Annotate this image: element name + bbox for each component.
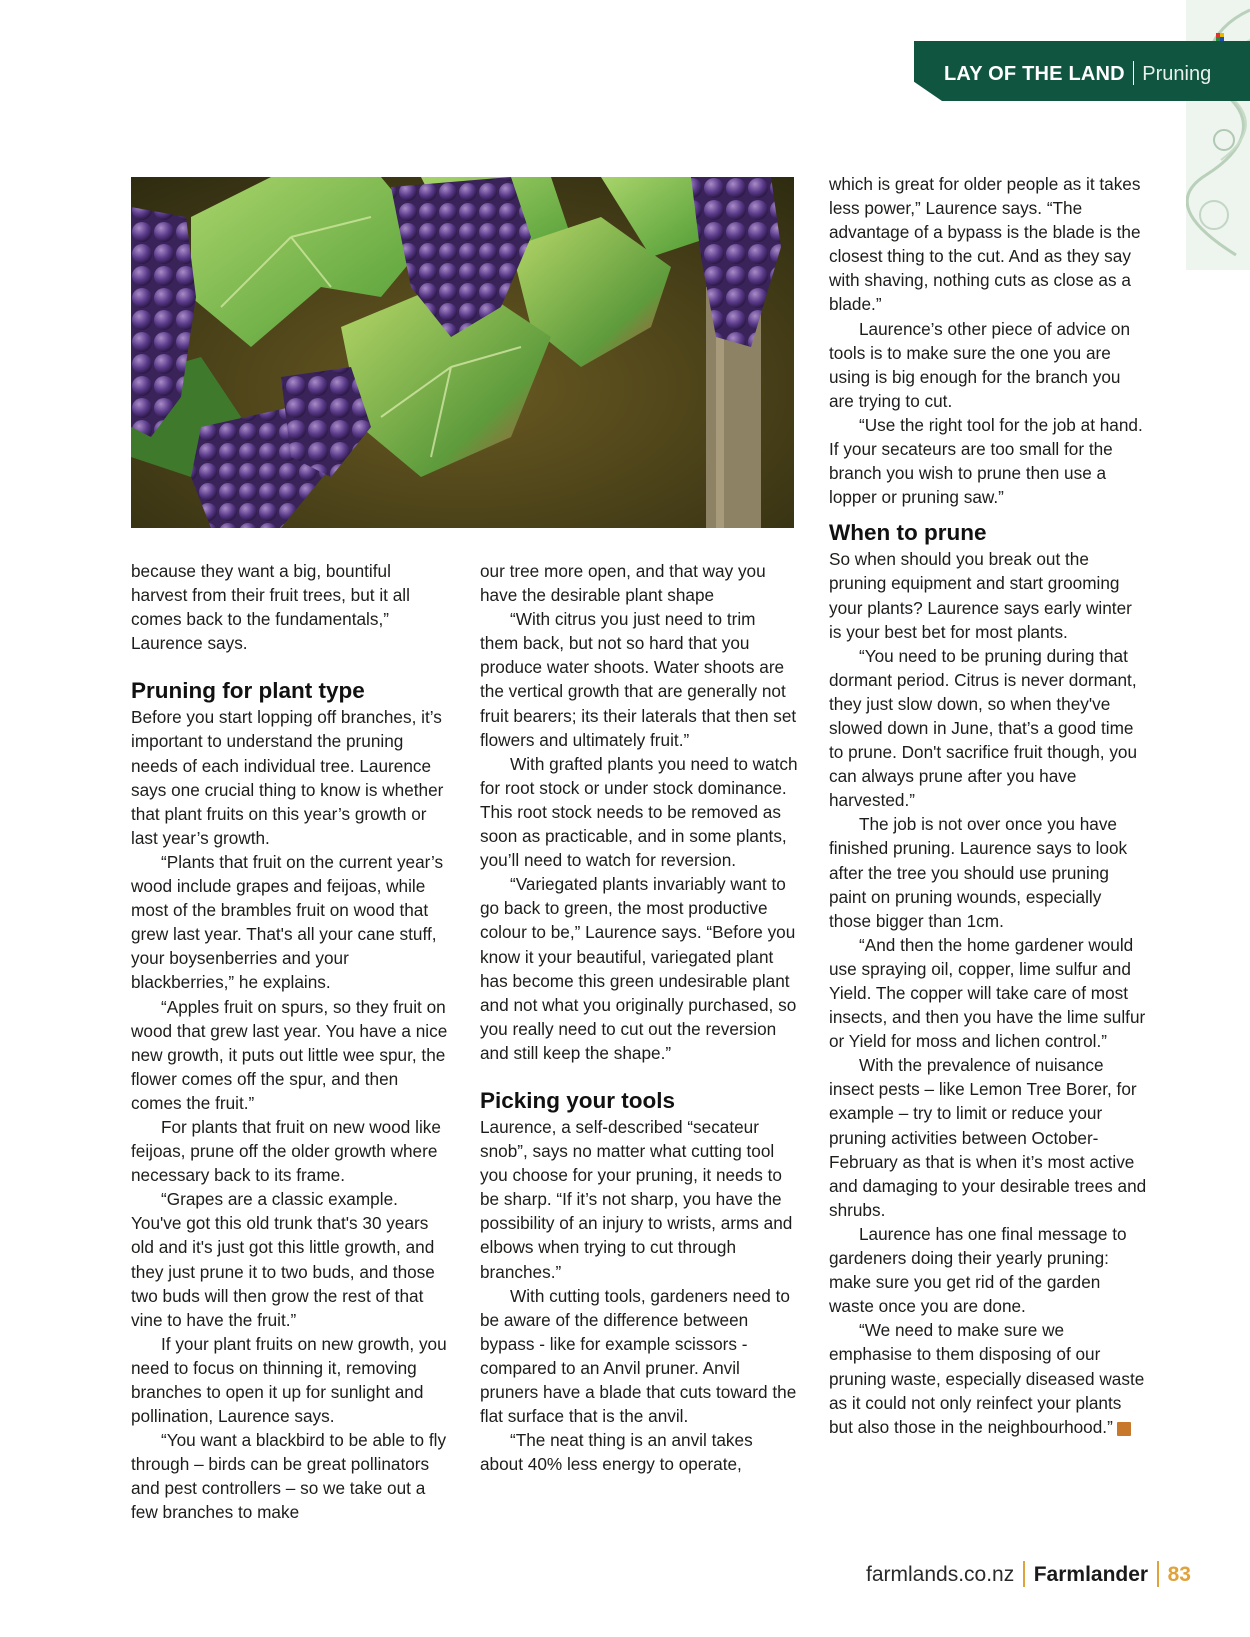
paragraph: “Plants that fruit on the current year’s wood include grapes and feijoas, while most of the brambles fruit on wood that grew last year. That's all your cane stuff, your boysenberries and your blackberries,” he explains. bbox=[131, 851, 444, 993]
end-of-article-icon: F bbox=[1117, 1422, 1131, 1436]
article-column-1 bbox=[131, 559, 449, 1525]
final-quote-text: “We need to make sure we emphasise to them disposing of our pruning waste, especially diseased waste as it could not only reinfect your plants but also those in the neighbourhood.” bbox=[829, 1320, 1145, 1437]
paragraph: For plants that fruit on new wood like feijoas, prune off the older growth where necessary back to its frame. bbox=[131, 1116, 441, 1186]
paragraph: “Use the right tool for the job at hand. If your secateurs are too small for the branch you wish to prune then use a lopper or pruning saw.” bbox=[829, 414, 1143, 508]
section-topic: Pruning bbox=[1142, 63, 1212, 85]
article-column-2 bbox=[480, 559, 798, 1476]
subheading-when-to-prune: When to prune bbox=[829, 520, 987, 546]
footer-divider bbox=[1157, 1561, 1159, 1587]
paragraph: “The neat thing is an anvil takes about 40% less energy to operate, bbox=[480, 1430, 753, 1475]
footer-divider bbox=[1023, 1561, 1025, 1587]
paragraph: Before you start lopping off branches, it’s important to understand the pruning needs of each individual tree. Laurence says one crucial thing to know is whether that plant fruits on this year’s growth or last year’s growth. bbox=[131, 707, 444, 848]
paragraph: “Apples fruit on spurs, so they fruit on wood that grew last year. You have a nice new growth, it puts out little wee spur, the flower comes off the spur, and then comes the fruit.” bbox=[131, 996, 448, 1113]
paragraph: which is great for older people as it takes less power,” Laurence says. “The advantage of a bypass is the blade is the closest thing to the cut. And as they say with shaving, nothing cuts as close as a blade.” bbox=[829, 174, 1141, 315]
color-squares-icon bbox=[1216, 33, 1224, 41]
paragraph: “With citrus you just need to trim them back, but not so hard that you produce water shoots. Water shoots are the vertical growth that are generally not fruit bearers; its their laterals that then set flowers and ultimately fruit.” bbox=[480, 609, 797, 750]
header-divider bbox=[1133, 61, 1135, 85]
paragraph: because they want a big, bountiful harvest from their fruit trees, but it all comes back to the fundamentals,” Laurence says. bbox=[131, 561, 410, 654]
paragraph: “Variegated plants invariably want to go back to green, the most productive colour to be,” Laurence says. “Before you know it your beautiful, variegated plant has become this green undesirable plant and not what you originally purchased, so you really need to cut out the reversion and still keep the shape.” bbox=[480, 874, 797, 1063]
footer-website: farmlands.co.nz bbox=[866, 1563, 1015, 1586]
paragraph: If your plant fruits on new growth, you need to focus on thinning it, removing branches to open it up for sunlight and pollination, Laurence says. bbox=[131, 1333, 447, 1427]
paragraph: With the prevalence of nuisance insect pests – like Lemon Tree Borer, for example – try to limit or reduce your pruning activities between October-February as that is when it’s most active and damaging to your desirable trees and shrubs. bbox=[829, 1055, 1147, 1220]
paragraph: Laurence has one final message to gardeners doing their yearly pruning: make sure you get rid of the garden waste once you are done. bbox=[829, 1223, 1127, 1317]
paragraph-final bbox=[829, 1318, 1154, 1438]
footer-publication: Farmlander bbox=[1033, 1563, 1149, 1586]
section-title: LAY OF THE LAND bbox=[944, 63, 1125, 85]
paragraph: “Grapes are a classic example. You've got this old trunk that's 30 years old and it's just got this little growth, and they just prune it to two buds, and those two buds will then grow the rest of that vine to have the fruit.” bbox=[131, 1189, 435, 1330]
page-number: 83 bbox=[1167, 1563, 1191, 1586]
grape-vine-photo bbox=[131, 177, 794, 528]
section-header bbox=[944, 59, 1211, 89]
page-footer bbox=[866, 1560, 1191, 1590]
paragraph: Laurence, a self-described “secateur snob”, says no matter what cutting tool you choose for your pruning, it needs to be sharp. “If it’s not sharp, you have the possibility of an injury to wrists, arms and elbows when trying to cut through branches.” bbox=[480, 1116, 793, 1282]
paragraph: The job is not over once you have finished pruning. Laurence says to look after the tree you should use pruning paint on pruning wounds, especially those bigger than 1cm. bbox=[829, 814, 1128, 931]
paragraph: “You want a blackbird to be able to fly through – birds can be great pollinators and pest controllers – so we take out a few branches to make bbox=[131, 1430, 447, 1523]
article-column-3 bbox=[829, 172, 1154, 1439]
paragraph: With grafted plants you need to watch for root stock or under stock dominance. This root stock needs to be removed as soon as practicable, and in some plants, you’ll need to watch for reversion. bbox=[480, 753, 798, 871]
paragraph: With cutting tools, gardeners need to be aware of the difference between bypass - like for example scissors - compared to an Anvil pruner. Anvil pruners have a blade that cuts toward the flat surface that is the anvil. bbox=[480, 1285, 797, 1427]
paragraph: Laurence’s other piece of advice on tools is to make sure the one you are using is big enough for the branch you are trying to cut. bbox=[829, 318, 1131, 411]
subheading-picking-your-tools: Picking your tools bbox=[480, 1087, 676, 1113]
paragraph: So when should you break out the pruning equipment and start grooming your plants? Laurence says early winter is your best bet for most plants. bbox=[829, 549, 1132, 642]
paragraph: “You need to be pruning during that dormant period. Citrus is never dormant, they just slow down, so when they've slowed down in June, that’s a good time to prune. Don't sacrifice fruit though, you can always prune after you have harvested.” bbox=[829, 645, 1138, 811]
paragraph: “And then the home gardener would use spraying oil, copper, lime sulfur and Yield. The copper will take care of most insects, and then you have the lime sulfur or Yield for moss and lichen control.” bbox=[829, 934, 1146, 1052]
subheading-pruning-for-plant-type: Pruning for plant type bbox=[131, 678, 365, 704]
paragraph: our tree more open, and that way you have the desirable plant shape bbox=[480, 561, 766, 606]
